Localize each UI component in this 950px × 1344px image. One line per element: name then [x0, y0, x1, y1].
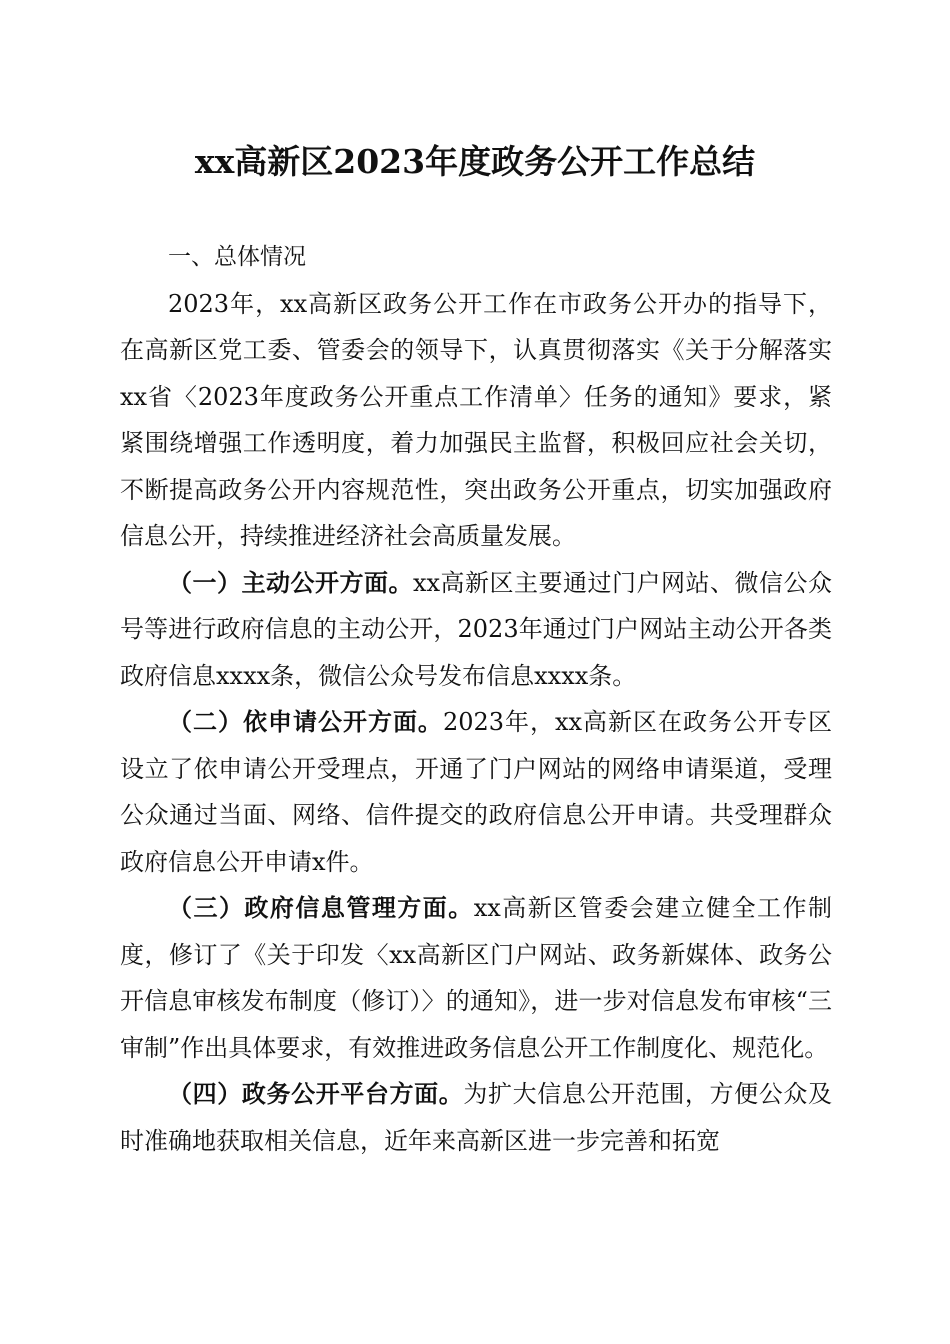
section-heading: 一、总体情况	[168, 244, 306, 270]
document-body	[120, 234, 832, 1164]
paragraph-lead: （二）依申请公开方面。	[168, 707, 443, 736]
paragraph-text: xx高新区管委会建立健全工作制度，修订了《关于印发〈xx高新区门户网站、政务新媒体、政务公开信息审核发布制度（修订）〉的通知》，进一步对信息发布审核“三审制”作出具体要求，有效推进政务信息公开工作制度化、规范化。	[120, 894, 833, 1062]
paragraph-information-management	[120, 885, 832, 1071]
paragraph-lead: （四）政务公开平台方面。	[168, 1079, 464, 1108]
paragraph-platform	[120, 1071, 832, 1164]
paragraph-lead: （三）政府信息管理方面。	[168, 893, 474, 922]
paragraph-lead: （一）主动公开方面。	[168, 567, 413, 597]
paragraph-text: 2023年，xx高新区在政务公开专区设立了依申请公开受理点，开通了门户网站的网络申请渠道，受理公众通过当面、网络、信件提交的政府信息公开申请。共受理群众政府信息公开申请x件。	[120, 708, 833, 876]
intro-paragraph: 2023年，xx高新区政务公开工作在市政务公开办的指导下，在高新区党工委、管委会的领导下，认真贯彻落实《关于分解落实xx省〈2023年度政务公开重点工作清单〉任务的通知》要求，紧紧围绕增强工作透明度，着力加强民主监督，积极回应社会关切，不断提高政务公开内容规范性，突出政务公开重点，切实加强政府信息公开，持续推进经济社会高质量发展。	[120, 289, 832, 550]
paragraph-text: xx高新区主要通过门户网站、微信公众号等进行政府信息的主动公开，2023年通过门户网站主动公开各类政府信息xxxx条，微信公众号发布信息xxxx条。	[120, 568, 833, 690]
paragraph-request-disclosure	[120, 699, 832, 885]
document-title: xx高新区2023年度政务公开工作总结	[194, 142, 756, 181]
paragraph-text: 为扩大信息公开范围，方便公众及时准确地获取相关信息，近年来高新区进一步完善和拓宽	[120, 1080, 833, 1155]
paragraph-proactive-disclosure	[120, 560, 832, 700]
